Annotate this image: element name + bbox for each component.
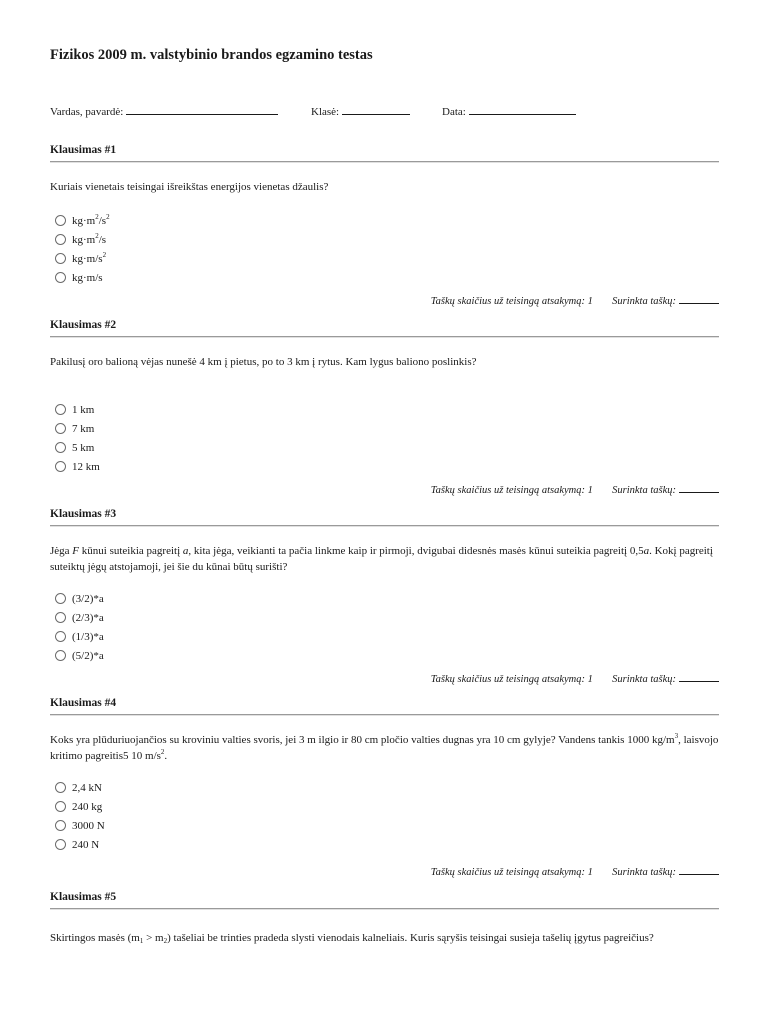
- question-2: [50, 317, 719, 497]
- option-label: $kg\cdot m/s^2$: [72, 250, 107, 265]
- radio-button[interactable]: [55, 215, 66, 226]
- answer-option[interactable]: [50, 249, 719, 268]
- collected-label: Surinkta taškų:: [612, 485, 676, 496]
- question-heading: Klausimas #4: [50, 697, 117, 709]
- option-label: 1 km: [72, 403, 95, 416]
- name-blank[interactable]: [126, 104, 278, 115]
- answer-option[interactable]: [50, 230, 719, 249]
- points-label: Taškų skaičius už teisingą atsakymą:: [430, 296, 585, 307]
- question-heading: Klausimas #3: [50, 508, 117, 520]
- question-3: [50, 506, 719, 686]
- class-label: Klasė:: [311, 106, 340, 118]
- option-label: (3/2)*a: [72, 592, 104, 605]
- collected-label: Surinkta taškų:: [612, 674, 676, 685]
- question-text: Pakilusį oro balioną vėjas nunešė 4 km į pietus, po to 3 km į rytus. Kam lygus baliono poslinkis?: [50, 356, 477, 368]
- radio-button[interactable]: [55, 801, 66, 812]
- option-label: 7 km: [72, 422, 95, 435]
- question-5: [50, 889, 719, 969]
- question-heading: Klausimas #2: [50, 319, 117, 331]
- radio-button[interactable]: [55, 234, 66, 245]
- collected-blank[interactable]: [679, 672, 719, 682]
- score-row: [431, 294, 719, 307]
- points-value: 1: [587, 485, 593, 496]
- question-1: [50, 142, 719, 314]
- points-label: Taškų skaičius už teisingą atsakymą:: [430, 867, 585, 878]
- collected-label: Surinkta taškų:: [612, 867, 676, 878]
- points-label: Taškų skaičius už teisingą atsakymą:: [430, 485, 585, 496]
- option-label: kg·m/s: [72, 271, 103, 284]
- answer-option[interactable]: [50, 608, 719, 627]
- option-label: (2/3)*a: [72, 611, 104, 624]
- option-label: 5 km: [72, 441, 95, 454]
- answer-option[interactable]: [50, 816, 719, 835]
- radio-button[interactable]: [55, 442, 66, 453]
- divider: [50, 161, 719, 163]
- date-blank[interactable]: [469, 104, 576, 115]
- collected-blank[interactable]: [679, 865, 719, 875]
- option-label: 2,4 kN: [72, 781, 102, 794]
- question-text: Jėga F kūnui suteikia pagreitį a, kita jėga, veikianti ta pačia linkme kaip ir pirmoji, dvigubai didesnės masės kūnui suteikia pagreitį 0,5a. Kokį pagreitį suteiktų jėgų atstojamoji, jei šie du kūnai būtų surišti?: [50, 545, 713, 573]
- student-info-row: [50, 104, 728, 120]
- answer-option[interactable]: [50, 627, 719, 646]
- answer-option[interactable]: [50, 457, 719, 476]
- option-label: 240 kg: [72, 800, 103, 813]
- answer-option[interactable]: [50, 268, 719, 287]
- option-label: 240 N: [72, 838, 100, 851]
- option-label: $kg\cdot m^2/s^2$: [72, 212, 110, 227]
- answer-option[interactable]: [50, 211, 719, 230]
- radio-button[interactable]: [55, 650, 66, 661]
- answer-option[interactable]: [50, 400, 719, 419]
- question-4: [50, 695, 719, 878]
- collected-blank[interactable]: [679, 294, 719, 304]
- radio-button[interactable]: [55, 612, 66, 623]
- answer-option[interactable]: [50, 419, 719, 438]
- date-label: Data:: [442, 106, 466, 118]
- radio-button[interactable]: [55, 782, 66, 793]
- collected-label: Surinkta taškų:: [612, 296, 676, 307]
- radio-button[interactable]: [55, 423, 66, 434]
- radio-button[interactable]: [55, 593, 66, 604]
- name-label: Vardas, pavardė:: [50, 106, 124, 118]
- radio-button[interactable]: [55, 839, 66, 850]
- answer-option[interactable]: [50, 778, 719, 797]
- question-text: Skirtingos masės $(m_1 > m_2)$ tašeliai be trinties pradeda slysti vienodais kalneliais. Kuris sąryšis teisingai susieja tašelių įgytus pagreičius?: [50, 932, 654, 945]
- radio-button[interactable]: [55, 253, 66, 264]
- option-label: 12 km: [72, 460, 100, 473]
- points-value: 1: [587, 867, 593, 878]
- radio-button[interactable]: [55, 272, 66, 283]
- page-title: Fizikos 2009 m. valstybinio brandos egzamino testas: [50, 47, 373, 63]
- option-label: (5/2)*a: [72, 649, 104, 662]
- radio-button[interactable]: [55, 820, 66, 831]
- points-value: 1: [587, 296, 593, 307]
- question-text: Kuriais vienetais teisingai išreikštas energijos vienetas džaulis?: [50, 181, 329, 193]
- answer-option[interactable]: [50, 646, 719, 665]
- question-heading: Klausimas #1: [50, 144, 117, 156]
- name-field[interactable]: [50, 104, 278, 118]
- option-label: $kg\cdot m^2/s$: [72, 231, 107, 246]
- answer-option[interactable]: [50, 589, 719, 608]
- score-row: [431, 865, 719, 878]
- divider: [50, 714, 719, 716]
- answer-option[interactable]: [50, 835, 719, 854]
- points-value: 1: [587, 674, 593, 685]
- answer-option[interactable]: [50, 797, 719, 816]
- class-blank[interactable]: [342, 104, 410, 115]
- points-label: Taškų skaičius už teisingą atsakymą:: [430, 674, 585, 685]
- divider: [50, 336, 719, 338]
- class-field[interactable]: [311, 104, 410, 118]
- question-text: Koks yra plūduriuojančios su kroviniu valties svoris, jei 3 m ilgio ir 80 cm pločio valties dugnas yra 10 cm gylyje? Vandens tankis 1000 $kg/m^3$, laisvojo kritimo pagreitis5 10 $m/s^2$.: [50, 732, 719, 762]
- answer-option[interactable]: [50, 438, 719, 457]
- collected-blank[interactable]: [679, 483, 719, 493]
- score-row: [431, 672, 719, 685]
- question-heading: Klausimas #5: [50, 891, 117, 903]
- divider: [50, 525, 719, 527]
- option-label: (1/3)*a: [72, 630, 104, 643]
- option-label: 3000 N: [72, 819, 105, 832]
- score-row: [431, 483, 719, 496]
- radio-button[interactable]: [55, 461, 66, 472]
- radio-button[interactable]: [55, 631, 66, 642]
- date-field[interactable]: [442, 104, 576, 118]
- radio-button[interactable]: [55, 404, 66, 415]
- divider: [50, 908, 719, 910]
